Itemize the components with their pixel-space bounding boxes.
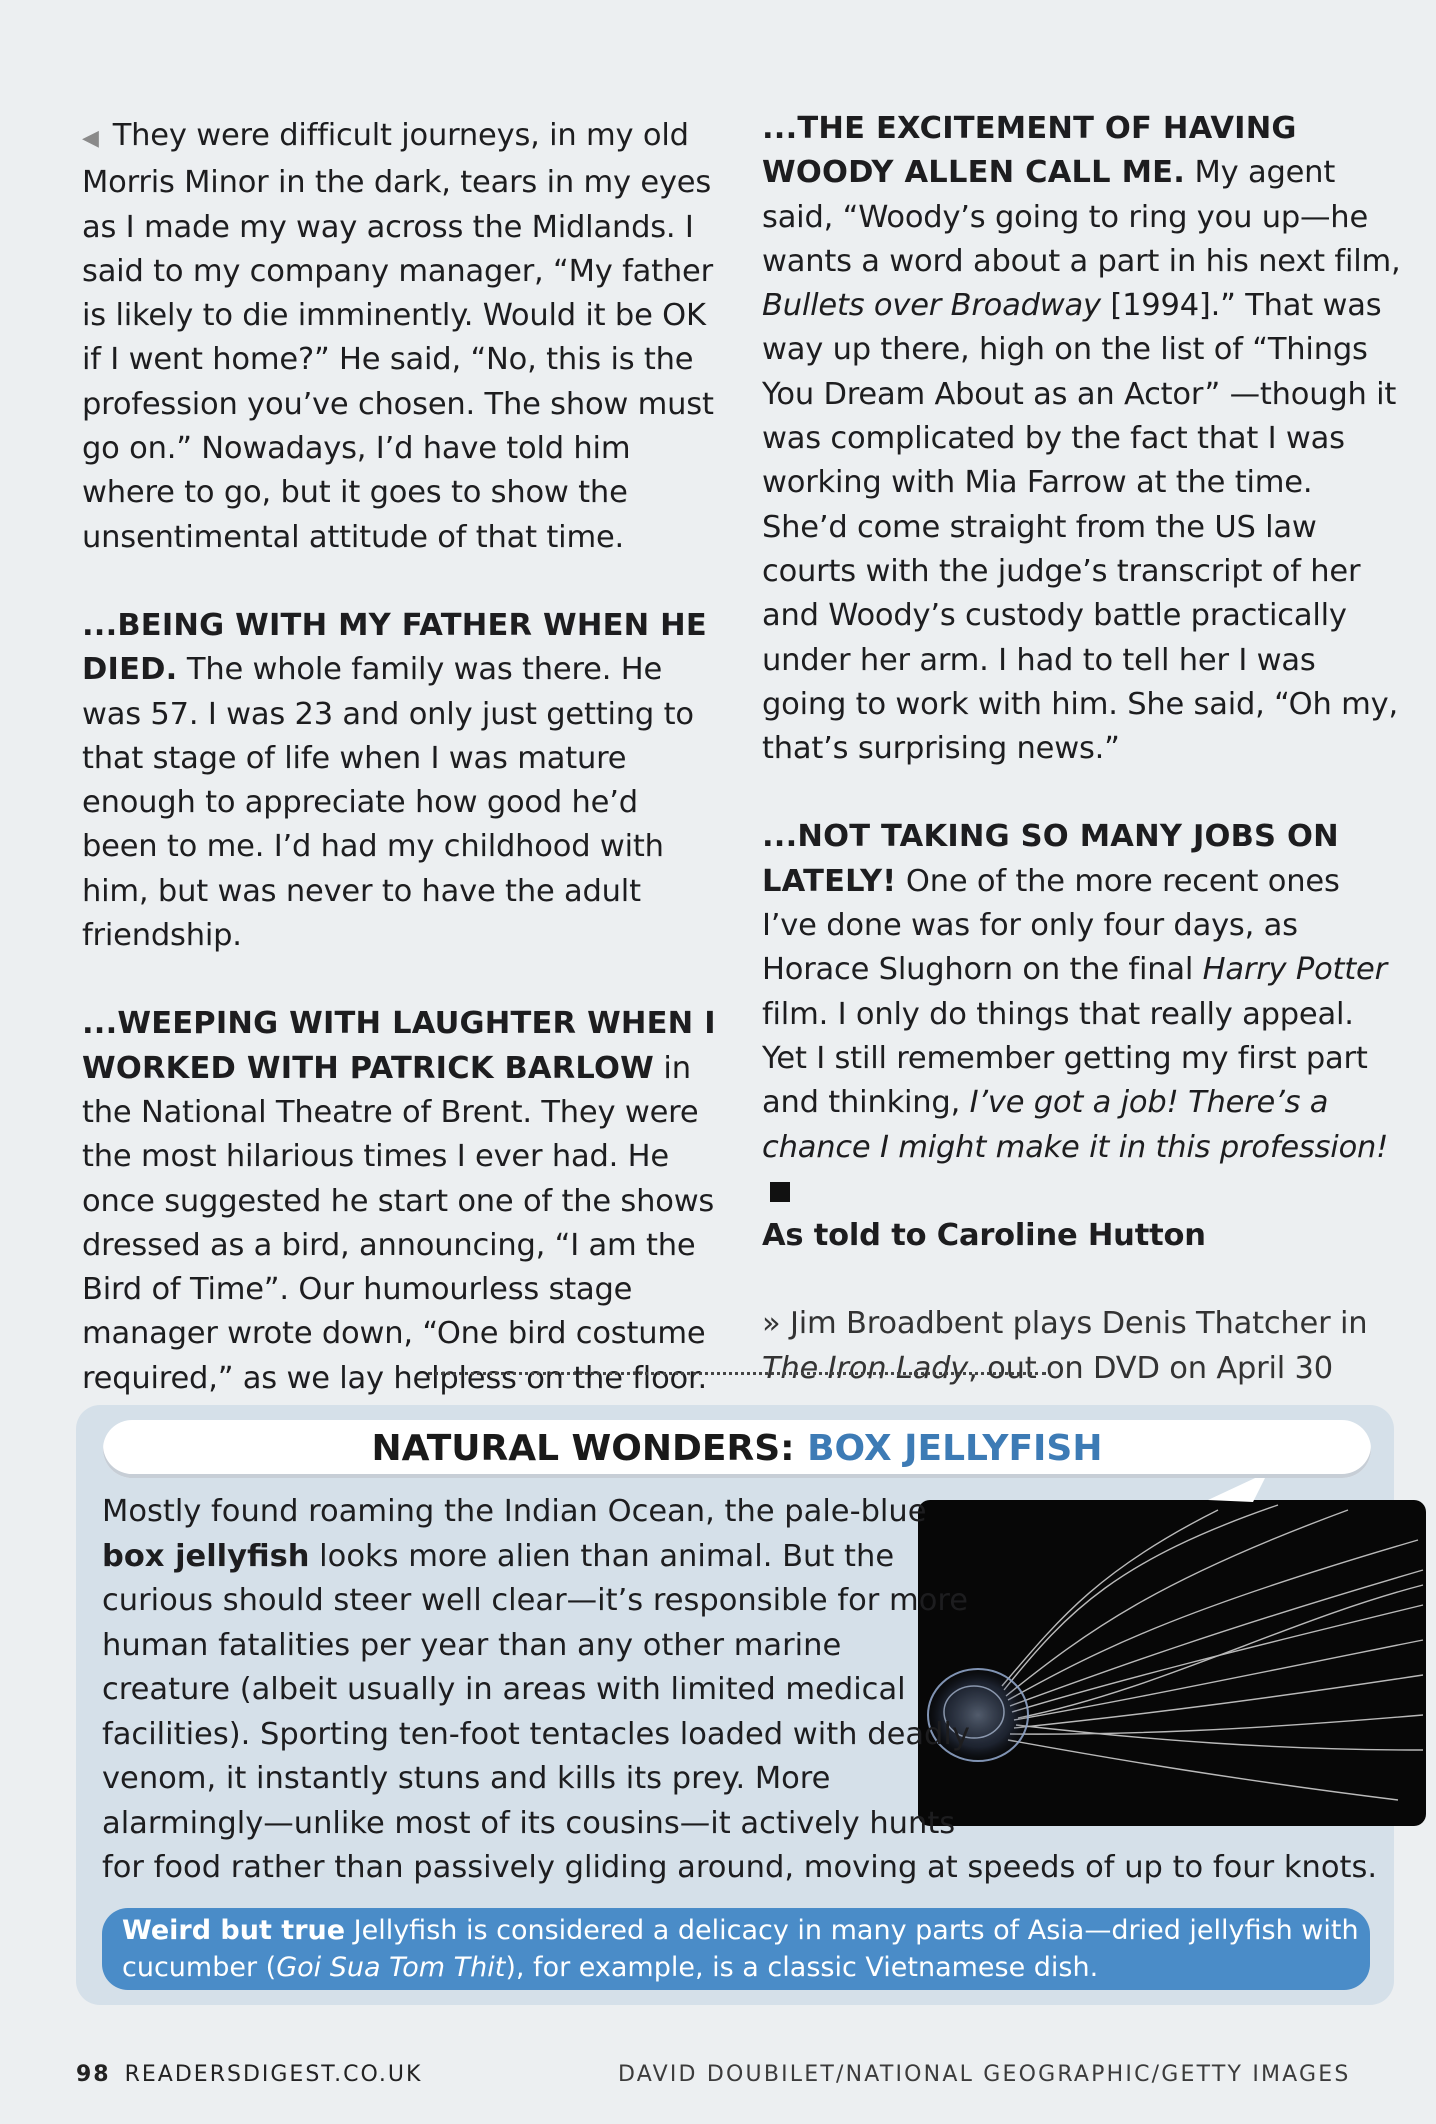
film-title: Bullets over Broadway (762, 288, 1101, 324)
section-heading: ...WEEPING WITH LAUGHTER WHEN I WORKED WITH PATRICK BARLOW (82, 1006, 716, 1086)
section-jobs (762, 815, 1402, 1214)
section-text: One of the more recent ones I’ve done was for only four days, as Horace Slughorn on the final (762, 863, 1340, 988)
weird-but-true-bar (102, 1908, 1370, 1990)
box-body (102, 1490, 1382, 1891)
section-heading: ...THE EXCITEMENT OF HAVING WOODY ALLEN CALL ME. (762, 111, 1297, 191)
section-text: The whole family was there. He was 57. I was 23 and only just getting to that stage of life when I was mature enough to appreciate how good he’d been to me. I’d had my childhood with him, but was never to have the adult friendship. (82, 652, 694, 954)
section-text: My agent said, “Woody’s going to ring you up—he wants a word about a part in his next film, (762, 155, 1401, 279)
box-title (103, 1420, 1371, 1478)
dotted-divider (428, 1372, 1046, 1375)
box-text-a: Mostly found roaming the Indian Ocean, the pale-blue (102, 1494, 927, 1529)
box-title-subject: BOX JELLYFISH (807, 1428, 1103, 1469)
left-column (82, 114, 722, 1401)
section-heading: ...BEING WITH MY FATHER WHEN HE DIED. (82, 607, 707, 688)
section-woody (762, 107, 1402, 771)
journeys-text: They were difficult journeys, in my old Morris Minor in the dark, tears in my eyes as I made my way across the Midlands. I said to my company manager, “My father is likely to die imminently. Would it be OK if I went home?” He said, “No, this is the profession you’ve chosen. The show must go on.” Nowadays, I’d have told him where to go, but it goes to show the unsentimental attitude of that time. (82, 118, 714, 555)
weird-text: ), for example, is a classic Vietnamese dish. (505, 1952, 1099, 1983)
dish-name: Goi Sua Tom Thit (276, 1952, 506, 1983)
continued-arrow-icon: ◀ (82, 126, 99, 151)
author-credit: As told to Caroline Hutton (762, 1218, 1206, 1254)
right-column (762, 107, 1402, 1391)
footer-left (76, 2062, 422, 2087)
dvd-text: , out on DVD on April 30 (968, 1350, 1333, 1386)
weird-label: Weird but true (122, 1915, 346, 1946)
section-heading: ...NOT TAKING SO MANY JOBS ON LATELY! (762, 819, 1339, 899)
photo-credit: DAVID DOUBILET/NATIONAL GEOGRAPHIC/GETTY IMAGES (618, 2062, 1351, 2087)
end-square-icon (770, 1182, 790, 1202)
section-text: in the National Theatre of Brent. They were the most hilarious times I ever had. He once suggested he start one of the shows dressed as a bird, announcing, “I am the Bird of Time”. Our humourless stage manager wrote down, “One bird costume required,” as we lay helpless on the floor. (82, 1050, 715, 1396)
box-title-prefix: NATURAL WONDERS: (371, 1428, 808, 1469)
paragraph-journeys (82, 114, 722, 560)
box-text-bold: box jellyfish (102, 1538, 310, 1574)
section-father (82, 604, 722, 958)
box-text-b: looks more alien than animal. But the curious should steer well clear—it’s responsible for more human fatalities per year than any other marine creature (albeit usually in areas with limited medical facilities). Sporting ten-foot tentacles loaded with deadly venom, it instantly stuns and kills its prey. More alarmingly—unlike most of its cousins—it actively hunts for food rather than passively gliding around, moving at speeds of up to four knots. (102, 1538, 1378, 1885)
film-title: The Iron Lady (762, 1350, 969, 1386)
thought-text: I’ve got a job! There’s a chance I might make it in this profession! (762, 1085, 1389, 1165)
dvd-text: » Jim Broadbent plays Denis Thatcher in (762, 1306, 1368, 1342)
page-number: 98 (76, 2062, 111, 2087)
film-title: Harry Potter (1202, 952, 1387, 988)
section-barlow (82, 1002, 722, 1401)
section-text: [1994].” That was way up there, high on the list of “Things You Dream About as an Actor” —though it was complicated by the fact that I was working with Mia Farrow at the time. She’d come straight from the US law courts with the judge’s transcript of her and Woody’s custody battle practically under her arm. I had to tell her I was going to work with him. She said, “Oh my, that’s surprising news.” (762, 288, 1398, 767)
weird-text: Jellyfish is considered a delicacy in many parts of Asia—dried jellyfish with cucumber ( (122, 1915, 1359, 1983)
photo-spacer (984, 1490, 1436, 1840)
dvd-note (762, 1302, 1402, 1391)
section-text: film. I only do things that really appeal. Yet I still remember getting my first part and thinking, (762, 996, 1368, 1121)
site-name: READERSDIGEST.CO.UK (124, 2062, 423, 2087)
